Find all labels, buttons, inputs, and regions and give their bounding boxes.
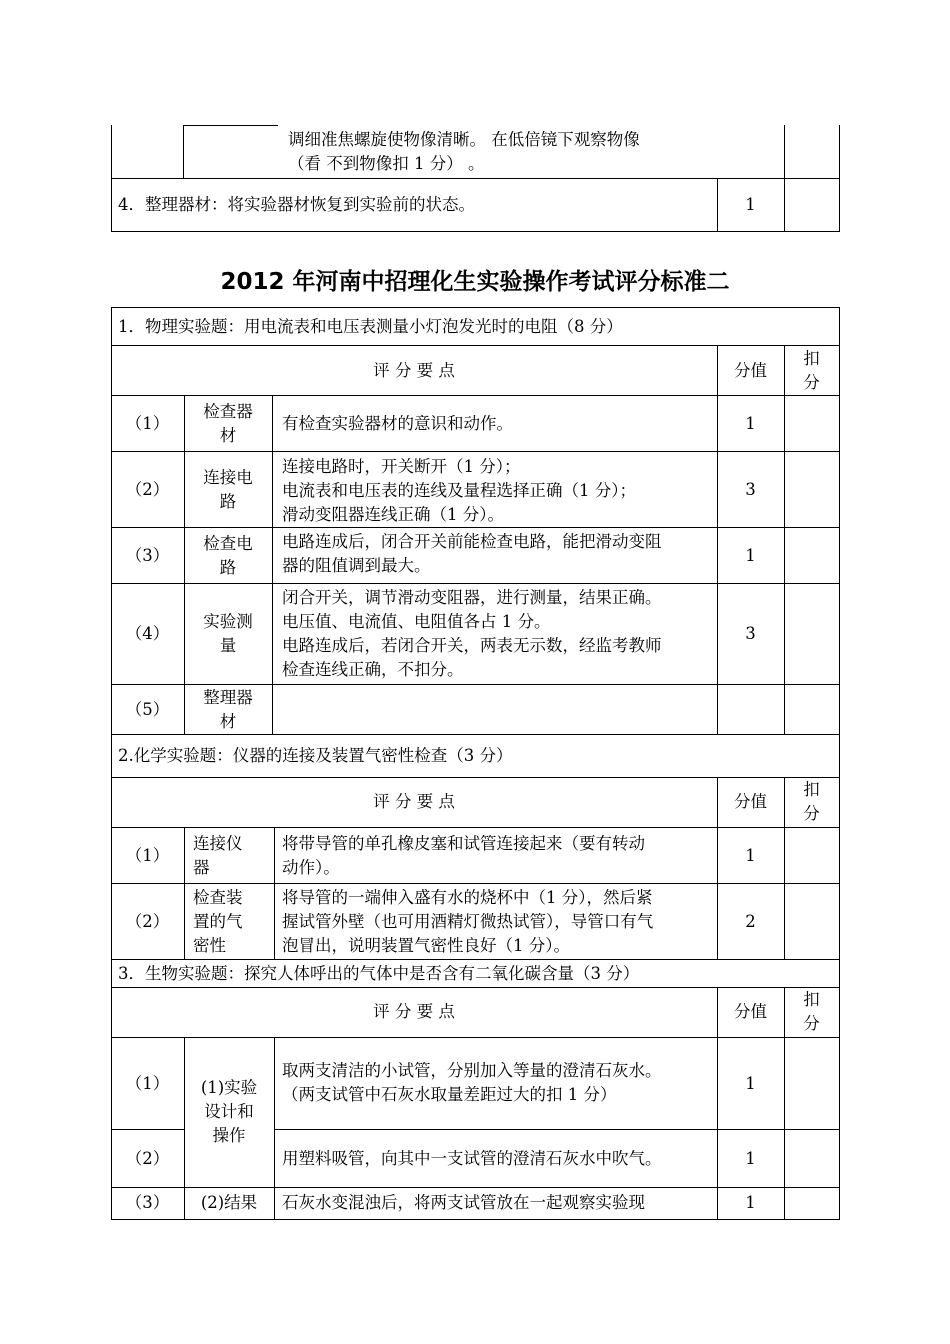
item-label: (2)结果 [200,1193,258,1212]
header-deduct-line-2: 分 [803,1014,820,1033]
item-label: 操作 [212,1126,246,1145]
criteria-text: 电流表和电压表的连线及量程选择正确（1 分）； [282,481,636,500]
item-label: 器 [193,858,210,877]
criteria-text: 滑动变阻器连线正确（1 分）。 [282,505,504,524]
item-label: 实验测 [203,612,253,631]
score-value: 1 [745,1149,756,1168]
score-value: 3 [745,624,756,643]
header-score: 分值 [734,361,767,380]
item-label: 量 [219,636,237,655]
header-points: 评 分 要 点 [373,1002,455,1021]
top-row-text-line-2: （看 不到物像扣 1 分） 。 [288,154,485,173]
row-number: （4） [125,624,170,643]
item-label: 密性 [193,936,226,955]
row-number: （1） [125,846,170,865]
header-deduct-line-2: 分 [803,373,820,392]
criteria-text: 将导管的一端伸入盛有水的烧杯中（1 分），然后紧 [282,888,653,907]
row4-text: 4．整理器材：将实验器材恢复到实验前的状态。 [118,195,475,214]
criteria-text: 将带导管的单孔橡皮塞和试管连接起来（要有转动 [282,834,645,853]
score-value: 3 [745,480,756,499]
row4-score: 1 [745,195,756,214]
header-deduct-line-1: 扣 [803,349,820,368]
criteria-text: 检查连线正确，不扣分。 [282,660,464,679]
criteria-text: 有检查实验器材的意识和动作。 [282,414,513,433]
criteria-text: 泡冒出，说明装置气密性良好（1 分）。 [282,936,570,955]
item-label: 路 [219,558,237,577]
row-number: （3） [125,1193,170,1212]
header-deduct-line-1: 扣 [803,780,820,799]
score-value: 1 [745,546,756,565]
item-label: 检查装 [193,888,243,907]
page-title: 2012 年河南中招理化生实验操作考试评分标准二 [220,269,730,295]
score-value: 1 [745,1074,756,1093]
score-value: 1 [745,414,756,433]
criteria-text: 取两支清洁的小试管，分别加入等量的澄清石灰水。 [282,1061,662,1080]
row-number: （2） [125,1149,170,1168]
row-number: （2） [125,912,170,931]
item-label: 检查电 [203,534,253,553]
criteria-text: 连接电路时，开关断开（1 分）； [282,457,521,476]
item-label: 连接仪 [193,834,243,853]
row-number: （3） [125,546,170,565]
biology-heading: 3．生物实验题：探究人体呼出的气体中是否含有二氧化碳含量（3 分） [118,964,640,983]
chemistry-heading: 2.化学实验题：仪器的连接及装置气密性检查（3 分） [118,746,513,765]
criteria-text: 电路连成后，若闭合开关，两表无示数，经监考教师 [282,636,662,655]
score-value: 1 [745,1193,756,1212]
criteria-text: 器的阻值调到最大。 [282,556,431,575]
top-row-text-line-1: 调细准焦螺旋使物像清晰。 在低倍镜下观察物像 [288,130,640,149]
criteria-text: 握试管外壁（也可用酒精灯微热试管），导管口有气 [282,912,654,931]
item-label: 连接电 [203,468,253,487]
item-label: 检查器 [203,402,253,421]
header-score: 分值 [734,792,767,811]
item-label: 材 [219,426,237,445]
score-value: 2 [745,912,756,931]
item-label: 设计和 [204,1102,254,1121]
row-number: （1） [125,1074,170,1093]
item-label: (1)实验 [200,1078,258,1097]
item-label: 材 [219,712,237,731]
score-value: 1 [745,846,756,865]
criteria-text: 电路连成后，闭合开关前能检查电路，能把滑动变阻 [282,532,662,551]
row-number: （1） [125,414,170,433]
item-label: 置的气 [193,912,243,931]
header-deduct-line-1: 扣 [803,990,820,1009]
criteria-text: 用塑料吸管，向其中一支试管的澄清石灰水中吹气。 [282,1149,662,1168]
row-number: （2） [125,480,170,499]
item-label: 整理器 [203,688,253,707]
criteria-text: （两支试管中石灰水取量差距过大的扣 1 分） [282,1085,617,1104]
criteria-text: 闭合开关，调节滑动变阻器，进行测量，结果正确。 [282,588,662,607]
physics-heading: 1．物理实验题：用电流表和电压表测量小灯泡发光时的电阻（8 分） [118,317,623,336]
criteria-text: 电压值、电流值、电阻值各占 1 分。 [282,612,551,631]
row-number: （5） [125,700,170,719]
item-label: 路 [219,492,237,511]
header-score: 分值 [734,1002,767,1021]
header-points: 评 分 要 点 [373,792,455,811]
header-deduct-line-2: 分 [803,804,820,823]
header-points: 评 分 要 点 [373,361,455,380]
criteria-text: 动作）。 [282,858,340,877]
criteria-text: 石灰水变混浊后，将两支试管放在一起观察实验现 [282,1193,645,1212]
